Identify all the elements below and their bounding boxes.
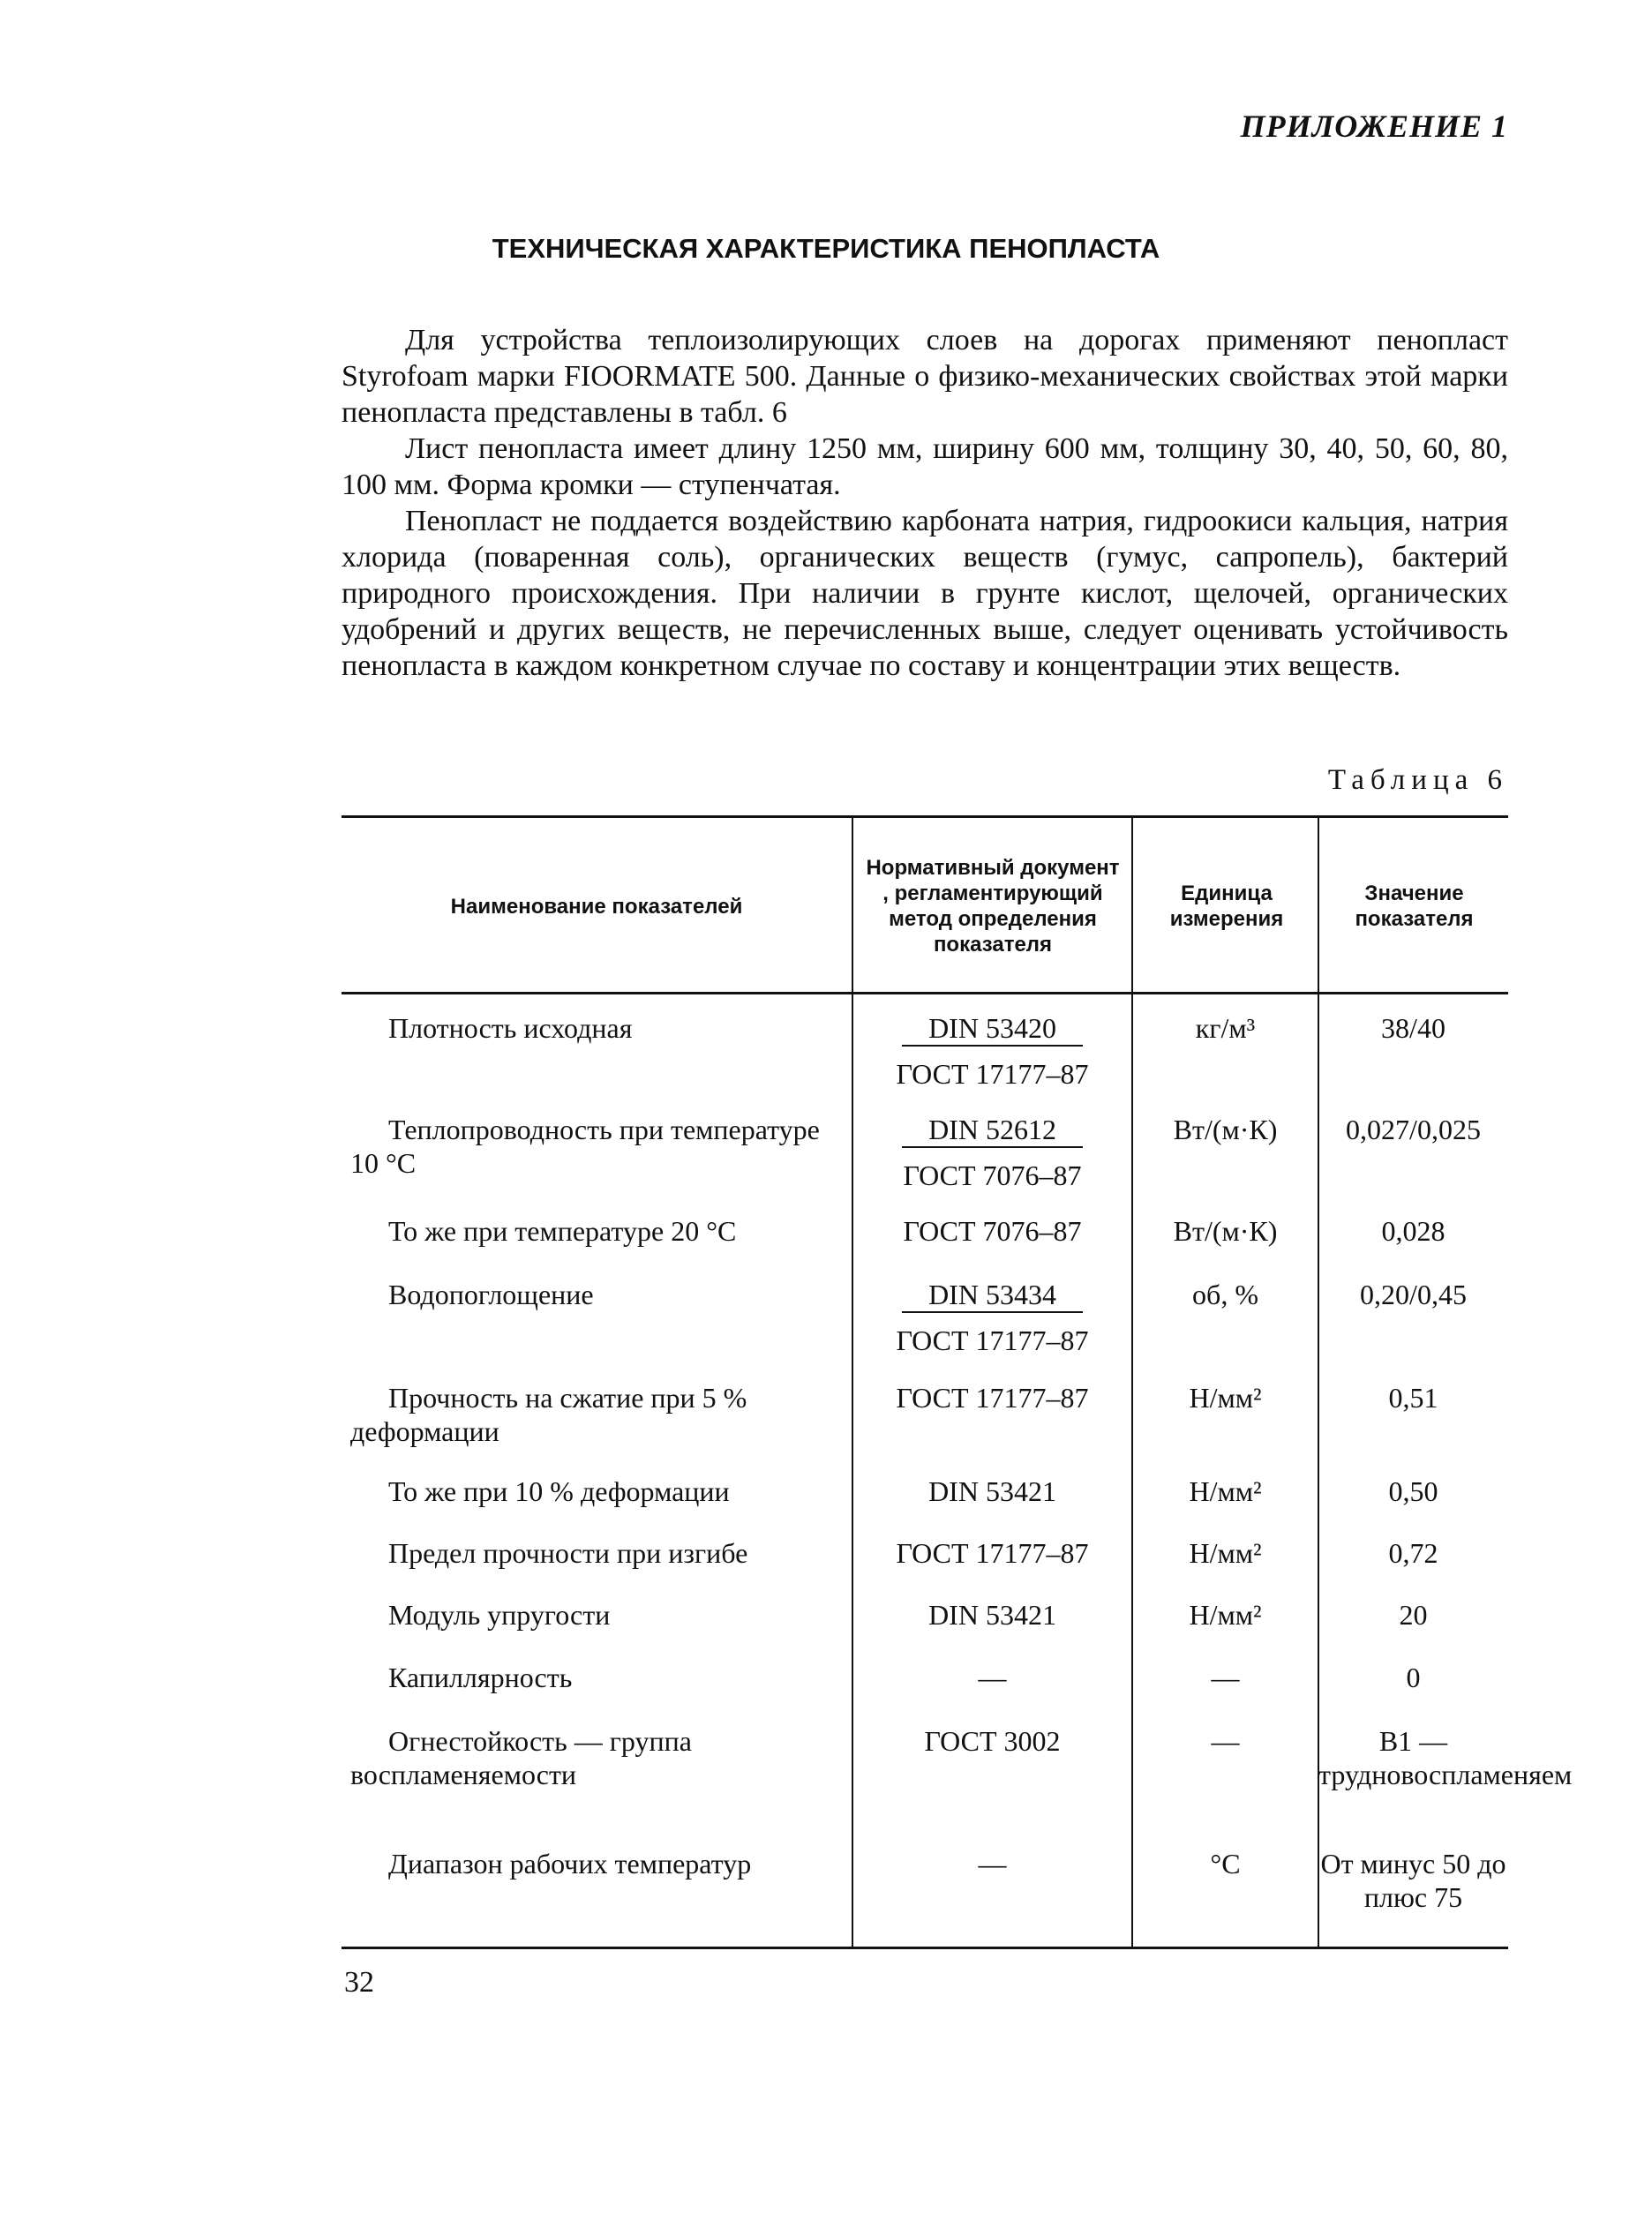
property-name: То же при 10 % деформации	[388, 1475, 730, 1507]
paragraph: Лист пенопласта имеет длину 1250 мм, ширину 600 мм, толщину 30, 40, 50, 60, 80, 100 мм. Форма кромки — ступенчатая.	[342, 432, 1508, 501]
value-cell: 0,51	[1388, 1382, 1438, 1414]
value-cell: От минус 50 до плюс 75	[1320, 1848, 1506, 1913]
unit-cell: Вт/(м·К)	[1173, 1114, 1278, 1145]
document-cell: ГОСТ 17177–87	[896, 1537, 1089, 1569]
unit-cell: Н/мм²	[1189, 1537, 1262, 1569]
header-unit: Единица измерения	[1169, 882, 1284, 931]
document-cell: —	[978, 1662, 1007, 1693]
appendix-label: ПРИЛОЖЕНИЕ 1	[1240, 109, 1508, 144]
property-name: Огнестойкость — группа воспламеняемости	[350, 1725, 692, 1790]
value-cell: 0,50	[1388, 1475, 1438, 1507]
table-bottom-rule	[342, 1947, 1508, 1949]
unit-cell: —	[1211, 1725, 1240, 1757]
document-ref: DIN 53434	[902, 1278, 1083, 1313]
document-cell: ГОСТ 17177–87	[896, 1382, 1089, 1414]
page-title: ТЕХНИЧЕСКАЯ ХАРАКТЕРИСТИКА ПЕНОПЛАСТА	[492, 233, 1160, 264]
unit-cell: об, %	[1192, 1279, 1258, 1310]
property-name: Прочность на сжатие при 5 % деформации	[350, 1382, 747, 1447]
value-cell: 38/40	[1381, 1012, 1446, 1044]
value-cell: 0,72	[1388, 1537, 1438, 1569]
header-document: Нормативный документ , регламентирующий метод определения показателя	[866, 856, 1120, 957]
table-caption: Таблица 6	[1327, 764, 1508, 796]
paragraph: Для устройства теплоизолирующих слоев на дорогах применяют пенопласт Styrofoam марки FIOORMATE 500. Данные о физико-механических свойствах этой марки пенопласта представлены в табл. 6	[342, 324, 1508, 429]
document-cell: ГОСТ 3002	[924, 1725, 1061, 1757]
document-cell: DIN 53421	[928, 1599, 1056, 1631]
document-cell: ГОСТ 7076–87	[903, 1215, 1082, 1247]
unit-cell: °С	[1210, 1848, 1241, 1880]
page-number: 32	[344, 1966, 374, 1999]
value-cell: 0,028	[1381, 1215, 1446, 1247]
value-cell: В1 — трудновоспламеняем	[1318, 1725, 1573, 1790]
document-ref-alt: ГОСТ 17177–87	[896, 1324, 1089, 1356]
table-top-rule	[342, 815, 1508, 818]
property-name: Предел прочности при изгибе	[388, 1537, 748, 1569]
unit-cell: Н/мм²	[1189, 1382, 1262, 1414]
property-name: То же при температуре 20 °С	[388, 1215, 737, 1247]
document-cell	[852, 1278, 1132, 1357]
header-value: Значение показателя	[1355, 882, 1474, 931]
property-name: Модуль упругости	[388, 1599, 611, 1631]
paragraph: Пенопласт не поддается воздействию карбоната натрия, гидроокиси кальция, натрия хлорида (поваренная соль), органических веществ (гумус, сапропель), бактерий природного происхождения. При наличии в грунте кислот, щелочей, органических удобрений и других веществ, не перечисленных выше, следует оценивать устойчивость пенопласта в каждом конкретном случае по составу и концентрации этих веществ.	[342, 505, 1508, 682]
property-name: Теплопроводность при температуре 10 °С	[350, 1114, 820, 1179]
unit-cell: —	[1211, 1662, 1240, 1693]
property-name: Водопоглощение	[388, 1279, 594, 1310]
property-name: Капиллярность	[388, 1662, 573, 1693]
unit-cell: Н/мм²	[1189, 1475, 1262, 1507]
document-ref-alt: ГОСТ 7076–87	[903, 1159, 1082, 1191]
document-ref: DIN 53420	[902, 1011, 1083, 1047]
document-cell: DIN 53421	[928, 1475, 1056, 1507]
body-text	[342, 322, 1508, 684]
value-cell: 0,20/0,45	[1360, 1279, 1467, 1310]
document-ref: DIN 52612	[902, 1113, 1083, 1148]
document-cell	[852, 1113, 1132, 1192]
value-cell: 0	[1406, 1662, 1421, 1693]
document-ref-alt: ГОСТ 17177–87	[896, 1058, 1089, 1090]
header-name: Наименование показателей	[450, 894, 743, 919]
unit-cell: Вт/(м·К)	[1173, 1215, 1278, 1247]
document-cell: —	[978, 1848, 1007, 1880]
unit-cell: кг/м³	[1195, 1012, 1256, 1044]
document-cell	[852, 1011, 1132, 1091]
property-name: Диапазон рабочих температур	[388, 1848, 752, 1880]
unit-cell: Н/мм²	[1189, 1599, 1262, 1631]
value-cell: 20	[1399, 1599, 1428, 1631]
property-name: Плотность исходная	[388, 1012, 633, 1044]
value-cell: 0,027/0,025	[1346, 1114, 1481, 1145]
